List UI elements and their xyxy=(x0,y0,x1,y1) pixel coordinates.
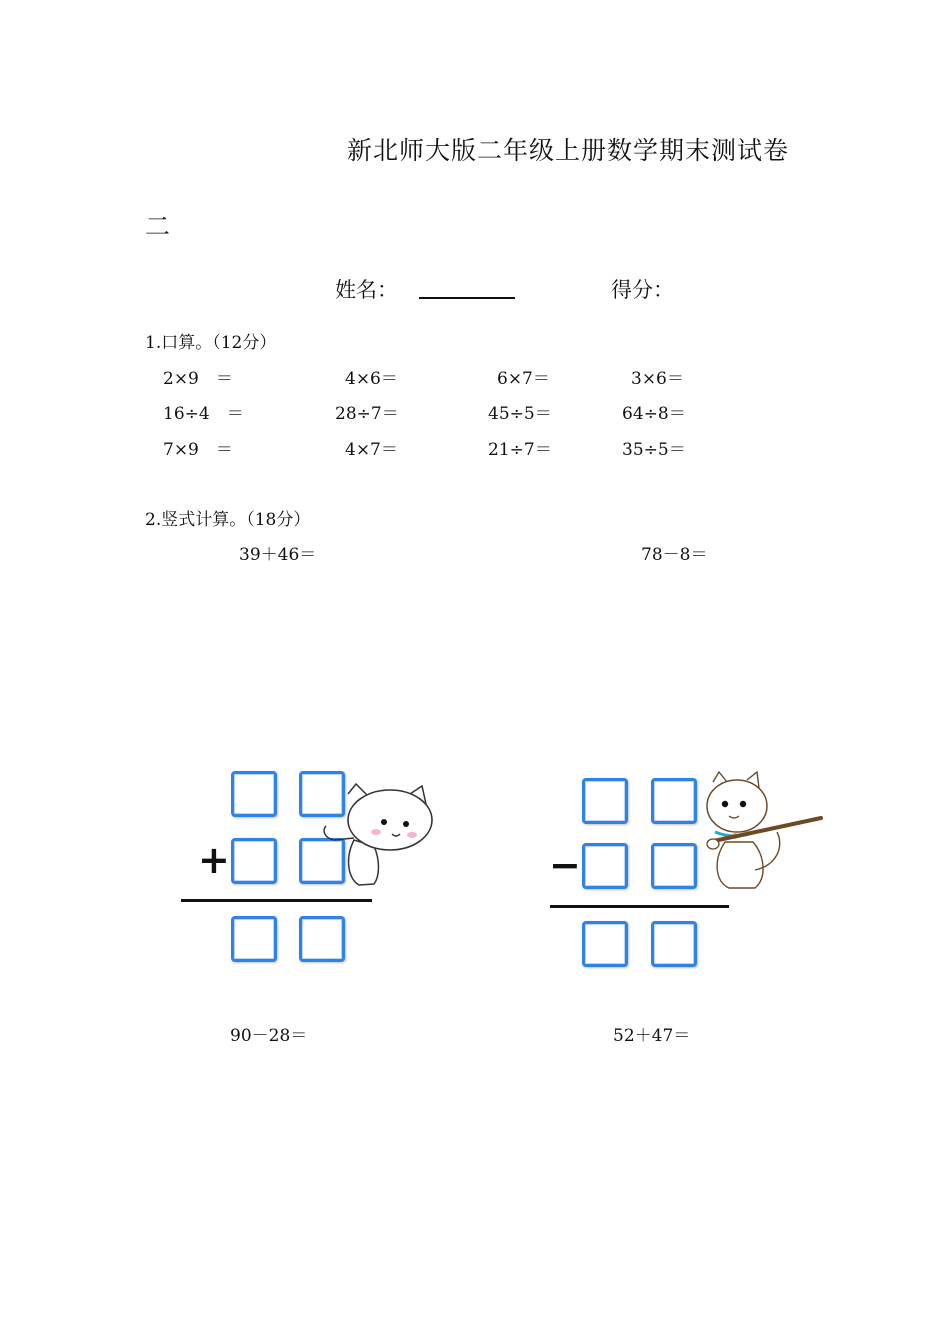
digit-box[interactable] xyxy=(651,921,697,967)
vertical-problem: 78－8＝ xyxy=(641,545,708,565)
oral-problem: 35÷5＝ xyxy=(622,440,686,460)
oral-problem: 21÷7＝ xyxy=(488,440,552,460)
paper-subtitle: 二 xyxy=(145,212,171,241)
name-label: 姓名： xyxy=(335,278,398,302)
digit-box[interactable] xyxy=(299,916,345,962)
sum-line xyxy=(181,899,372,902)
vertical-problem: 52＋47＝ xyxy=(613,1026,691,1046)
section-1-heading: 1.口算。（12分） xyxy=(145,333,277,353)
oral-problem: 3×6＝ xyxy=(631,369,684,389)
vertical-problem: 39＋46＝ xyxy=(239,545,317,565)
digit-box[interactable] xyxy=(231,838,277,884)
oral-problem: 28÷7＝ xyxy=(335,404,399,424)
oral-problem: 16÷4 ＝ xyxy=(163,404,244,424)
oral-problem: 64÷8＝ xyxy=(622,404,686,424)
digit-box[interactable] xyxy=(582,921,628,967)
page-title: 新北师大版二年级上册数学期末测试卷 xyxy=(347,136,790,165)
oral-problem: 4×6＝ xyxy=(345,369,398,389)
score-label: 得分： xyxy=(611,278,674,302)
digit-box[interactable] xyxy=(231,916,277,962)
oral-problem: 7×9 ＝ xyxy=(163,440,233,460)
section-2-heading: 2.竖式计算。（18分） xyxy=(145,510,311,530)
oral-problem: 2×9 ＝ xyxy=(163,369,233,389)
oral-problem: 6×7＝ xyxy=(497,369,550,389)
digit-box[interactable] xyxy=(582,778,628,824)
cat-with-stick-icon xyxy=(695,770,825,895)
digit-box[interactable] xyxy=(231,771,277,817)
oral-problem: 45÷5＝ xyxy=(488,404,552,424)
oral-problem: 4×7＝ xyxy=(345,440,398,460)
difference-line xyxy=(550,905,729,908)
plus-sign: + xyxy=(198,838,230,882)
name-blank-line[interactable] xyxy=(419,297,515,299)
digit-box[interactable] xyxy=(582,843,628,889)
digit-box[interactable] xyxy=(651,843,697,889)
minus-sign: − xyxy=(549,843,581,887)
vertical-problem: 90－28＝ xyxy=(230,1026,308,1046)
white-cat-icon xyxy=(314,780,436,890)
digit-box[interactable] xyxy=(651,778,697,824)
